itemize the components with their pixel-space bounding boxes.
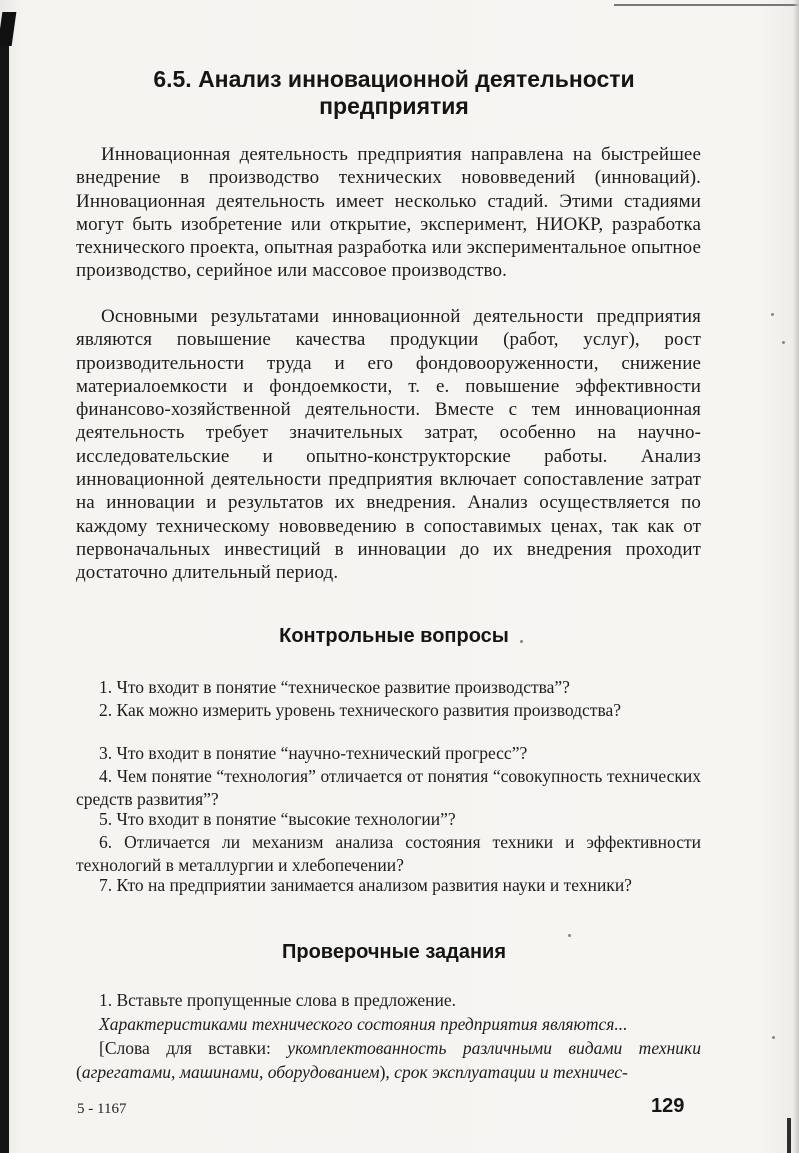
question-item: 7. Кто на предприятии занимается анализом развития науки и техники?: [99, 875, 632, 895]
page-number: 129: [651, 1095, 685, 1117]
section-heading: [76, 66, 712, 120]
question-item: 1. Что входит в понятие “техническое развитие производства”?: [99, 677, 570, 697]
task-hint-words: укомплектованность различными видами техники: [287, 1038, 701, 1058]
task-hint-words: срок эксплуатации и техничес-: [394, 1062, 628, 1082]
printer-signature: 5 - 1167: [77, 1101, 127, 1117]
right-edge-mark: [787, 1118, 791, 1153]
top-edge-rule: [614, 4, 799, 6]
section-heading-line1: 6.5. Анализ инновационной деятельности: [153, 66, 635, 92]
task-sentence: Характеристиками технического состояния предприятия являются...: [99, 1014, 628, 1034]
scan-speck: [772, 1036, 775, 1039]
question-item: 6. Отличается ли механизм анализа состояния техники и эффективности технологий в металлургии и хлебопечении?: [76, 832, 701, 875]
paragraph-innovation-definition: Инновационная деятельность предприятия направлена на быстрейшее внедрение в производство технических нововведений (инноваций). Инновационная деятельность имеет несколько стадий. Этими стадиями могут быть изобретение или открытие, эксперимент, НИОКР, разработка технического проекта, опытная разработка или экспериментальное опытное производство, серийное или массовое производство.: [76, 144, 701, 282]
scan-speck: [782, 341, 785, 344]
task-hint-paren-close: ),: [379, 1062, 395, 1082]
question-item: 2. Как можно измерить уровень технического развития производства?: [99, 700, 622, 720]
task-hint: [76, 1036, 701, 1084]
task-hint-paren-open: (: [76, 1062, 82, 1082]
question-item: 4. Чем понятие “технология” отличается от понятия “совокупность технических средств развития”?: [76, 766, 701, 809]
scan-speck: [520, 640, 523, 643]
task-instruction: 1. Вставьте пропущенные слова в предложение.: [99, 990, 456, 1010]
scan-speck: [568, 934, 571, 937]
paragraph-innovation-results: Основными результатами инновационной деятельности предприятия являются повышение качества продукции (работ, услуг), рост производительности труда и его фондовооруженности, снижение материалоемкости и фондоемкости, т. е. повышение эффективности финансово-хозяйственной деятельности. Вместе с тем инновационная деятельность требует значительных затрат, особенно на научно-исследовательские и опытно-конструкторские работы. Анализ инновационной деятельности предприятия включает сопоставление затрат на инновации и результатов их внедрения. Анализ осуществляется по каждому техническому нововведению в сопоставимых ценах, так как от первоначальных инвестиций в инновации до их внедрения проходит достаточно длительный период.: [76, 306, 701, 584]
question-item: 5. Что входит в понятие “высокие технологии”?: [99, 809, 456, 829]
questions-heading: Контрольные вопросы: [279, 625, 509, 647]
question-item: 3. Что входит в понятие “научно-технический прогресс”?: [99, 743, 528, 763]
task-hint-words: агрегатами, машинами, оборудованием: [81, 1062, 380, 1082]
tasks-heading: Проверочные задания: [281, 941, 506, 963]
section-heading-line2: предприятия: [319, 93, 469, 119]
task-hint-prefix: [Слова для вставки:: [99, 1038, 288, 1058]
book-spine-shadow: [0, 28, 9, 1153]
scan-speck: [771, 313, 774, 316]
right-page-edge: [793, 0, 799, 1153]
